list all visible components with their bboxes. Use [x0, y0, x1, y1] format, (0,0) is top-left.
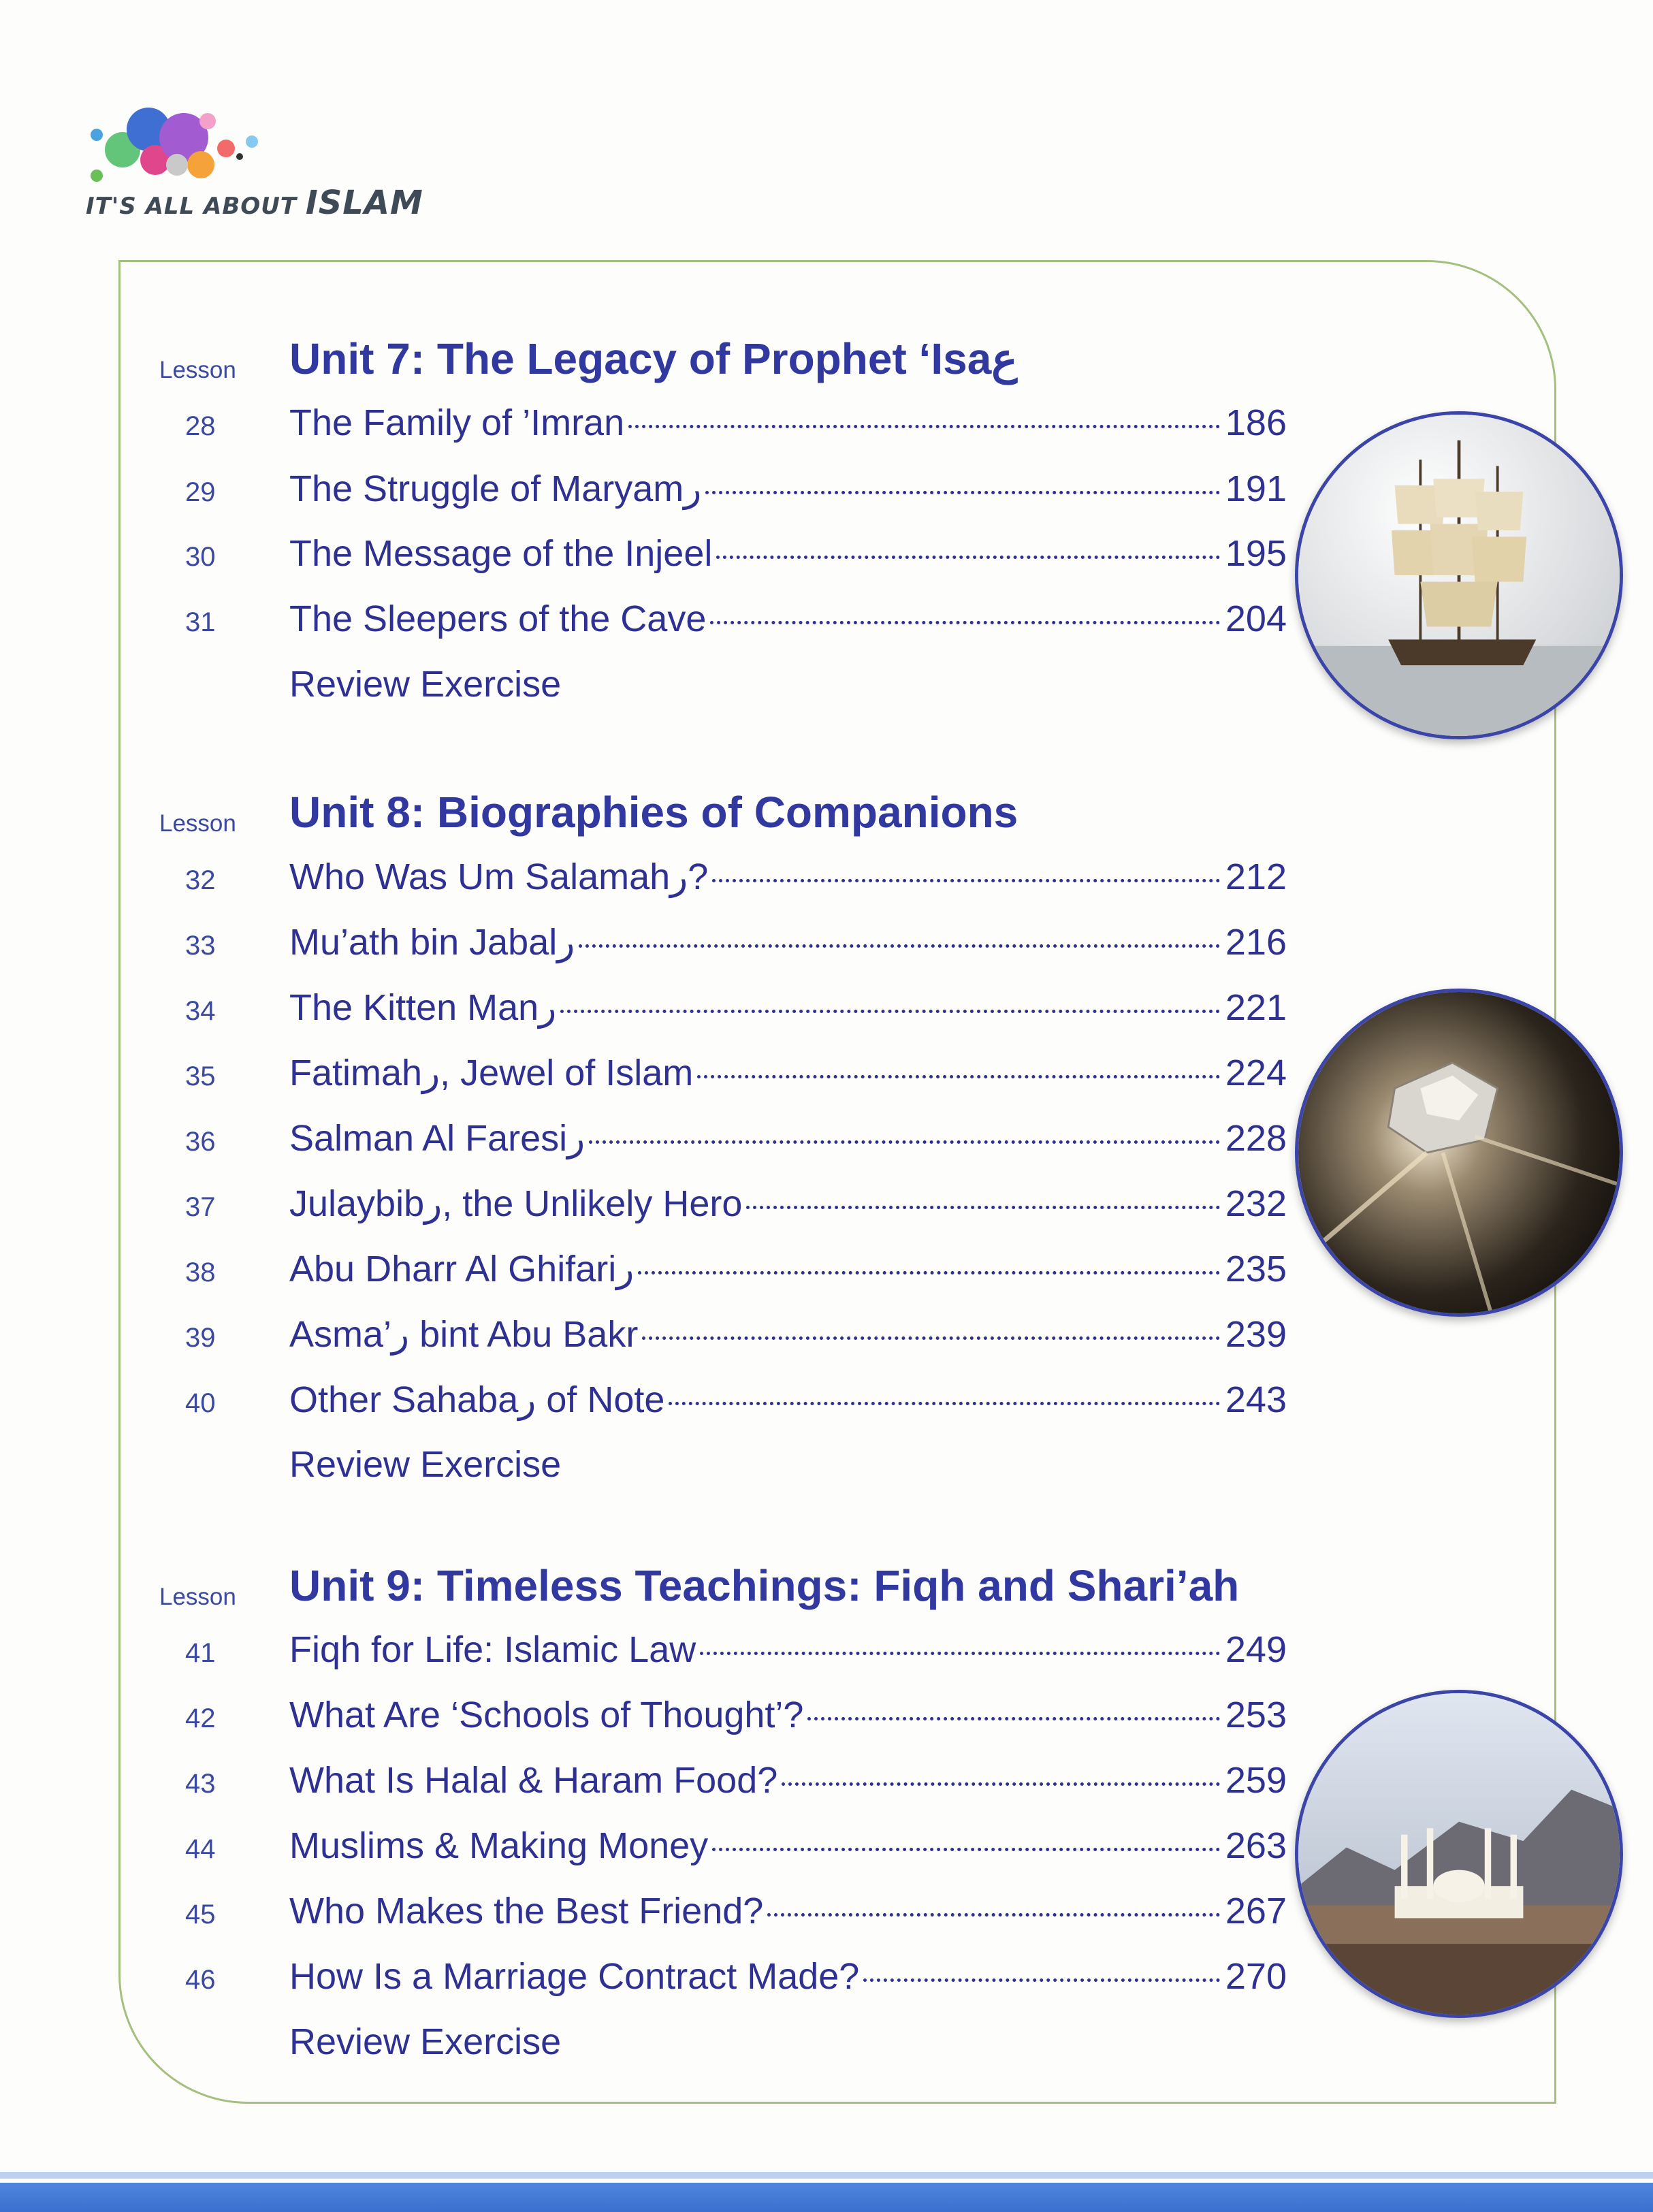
lesson-title: Fiqh for Life: Islamic Law — [289, 1629, 696, 1670]
review-exercise[interactable]: Review Exercise — [289, 1444, 562, 1485]
logo-text: IT'S ALL ABOUT ISLAM — [86, 184, 423, 222]
bottom-band — [0, 2172, 1653, 2212]
lesson-number: 33 — [185, 931, 216, 961]
toc-entry[interactable] — [157, 532, 1287, 598]
lesson-number: 38 — [185, 1257, 216, 1287]
dot-leader — [716, 556, 1220, 559]
toc-entry[interactable] — [157, 855, 1287, 920]
lesson-title: The Kitten Manر — [289, 987, 557, 1028]
lesson-title: Abu Dharr Al Ghifariر — [289, 1249, 635, 1289]
dot-leader — [863, 1978, 1220, 1982]
dot-leader — [628, 425, 1220, 428]
toc-entry[interactable] — [157, 1759, 1287, 1825]
review-exercise[interactable]: Review Exercise — [289, 2021, 562, 2062]
page-number: 224 — [1225, 1053, 1287, 1093]
dot-leader — [746, 1206, 1220, 1209]
page-number: 191 — [1225, 468, 1287, 509]
page-number: 228 — [1225, 1118, 1287, 1159]
lesson-title: Salman Al Faresiر — [289, 1118, 585, 1159]
lesson-number: 44 — [185, 1834, 216, 1864]
toc-entry[interactable] — [157, 1182, 1287, 1247]
lesson-number: 34 — [185, 996, 216, 1026]
dot-leader — [642, 1336, 1220, 1340]
dot-leader — [579, 944, 1220, 948]
dot-leader — [705, 491, 1220, 494]
dot-leader — [560, 1010, 1220, 1013]
lesson-title: Who Was Um Salamahر? — [289, 856, 709, 897]
toc-entry[interactable] — [157, 1825, 1287, 1890]
lesson-title: What Are ‘Schools of Thought’? — [289, 1695, 804, 1735]
dot-leader — [638, 1271, 1220, 1275]
dot-leader — [782, 1782, 1220, 1786]
review-exercise[interactable]: Review Exercise — [289, 664, 562, 705]
dot-leader — [807, 1717, 1220, 1720]
dot-leader — [767, 1913, 1220, 1917]
toc-entry[interactable] — [157, 1378, 1287, 1443]
toc-entry[interactable] — [157, 598, 1287, 663]
page-number: 259 — [1225, 1760, 1287, 1801]
lesson-number: 36 — [185, 1127, 216, 1157]
lesson-title: Muslims & Making Money — [289, 1825, 709, 1866]
lesson-number: 35 — [185, 1061, 216, 1091]
page-number: 270 — [1225, 1956, 1287, 1997]
toc-entry[interactable] — [157, 1890, 1287, 1955]
page-number: 221 — [1225, 987, 1287, 1028]
lesson-number: 30 — [185, 542, 216, 572]
sailing-ship-photo — [1295, 411, 1623, 739]
dot-leader — [712, 879, 1220, 882]
lesson-number: 46 — [185, 1965, 216, 1995]
dot-leader — [710, 621, 1220, 624]
page-number: 195 — [1225, 533, 1287, 574]
logo — [82, 102, 423, 231]
lesson-number: 43 — [185, 1769, 216, 1799]
dot-leader — [589, 1140, 1220, 1144]
page-number: 216 — [1225, 922, 1287, 963]
dot-leader — [712, 1848, 1220, 1851]
lesson-number: 39 — [185, 1323, 216, 1353]
toc-entry[interactable] — [157, 1955, 1287, 2021]
mosque-city-photo — [1295, 1690, 1623, 2018]
lesson-column-label: Lesson — [159, 1584, 236, 1610]
lesson-number: 28 — [185, 411, 216, 441]
page-number: 267 — [1225, 1891, 1287, 1932]
toc-entry[interactable] — [157, 1313, 1287, 1378]
toc-entry[interactable] — [157, 1117, 1287, 1182]
lesson-title: The Message of the Injeel — [289, 533, 713, 574]
toc-entry[interactable] — [157, 920, 1287, 986]
lesson-title: Other Sahabaر of Note — [289, 1379, 665, 1420]
unit-7 — [157, 334, 1287, 728]
unit-8 — [157, 787, 1287, 1509]
lesson-number: 29 — [185, 477, 216, 507]
lesson-title: Who Makes the Best Friend? — [289, 1891, 764, 1932]
lesson-number: 42 — [185, 1703, 216, 1733]
toc-entry[interactable] — [157, 986, 1287, 1051]
toc-entry[interactable] — [157, 402, 1287, 467]
lesson-title: The Struggle of Maryamر — [289, 468, 702, 509]
logo-bubbles — [82, 102, 388, 184]
lesson-title: Mu’ath bin Jabalر — [289, 922, 575, 963]
page-number: 186 — [1225, 402, 1287, 443]
toc-entry[interactable] — [157, 1629, 1287, 1694]
unit-title: Unit 8: Biographies of Companions — [289, 788, 1018, 837]
lesson-title: Julaybibر, the Unlikely Hero — [289, 1183, 743, 1224]
lesson-title: Fatimahر, Jewel of Islam — [289, 1053, 694, 1093]
lesson-title: How Is a Marriage Contract Made? — [289, 1956, 860, 1997]
page-number: 239 — [1225, 1314, 1287, 1355]
diamond-photo — [1295, 989, 1623, 1317]
lesson-title: The Sleepers of the Cave — [289, 598, 707, 639]
page-number: 204 — [1225, 598, 1287, 639]
unit-9 — [157, 1560, 1287, 2086]
page-number: 212 — [1225, 856, 1287, 897]
page-number: 232 — [1225, 1183, 1287, 1224]
lesson-number: 45 — [185, 1900, 216, 1929]
lesson-number: 31 — [185, 607, 216, 637]
lesson-title: What Is Halal & Haram Food? — [289, 1760, 778, 1801]
lesson-number: 41 — [185, 1638, 216, 1668]
page-number: 235 — [1225, 1249, 1287, 1289]
dot-leader — [697, 1075, 1220, 1078]
page-number: 243 — [1225, 1379, 1287, 1420]
lesson-number: 32 — [185, 865, 216, 895]
toc-entry[interactable] — [157, 1051, 1287, 1117]
unit-title: Unit 7: The Legacy of Prophet ‘Isaع — [289, 334, 1018, 383]
dot-leader — [700, 1652, 1220, 1655]
page-number: 253 — [1225, 1695, 1287, 1735]
toc-entry[interactable] — [157, 1247, 1287, 1313]
page-number: 249 — [1225, 1629, 1287, 1670]
lesson-column-label: Lesson — [159, 810, 236, 837]
unit-title: Unit 9: Timeless Teachings: Fiqh and Shari’ah — [289, 1561, 1240, 1610]
dot-leader — [669, 1402, 1220, 1405]
lesson-title: The Family of ’Imran — [289, 402, 625, 443]
lesson-number: 40 — [185, 1388, 216, 1418]
lesson-title: Asma’ر bint Abu Bakr — [289, 1314, 639, 1355]
toc-entry[interactable] — [157, 1694, 1287, 1759]
lesson-number: 37 — [185, 1192, 216, 1222]
lesson-column-label: Lesson — [159, 357, 236, 383]
toc-entry[interactable] — [157, 467, 1287, 532]
page-number: 263 — [1225, 1825, 1287, 1866]
